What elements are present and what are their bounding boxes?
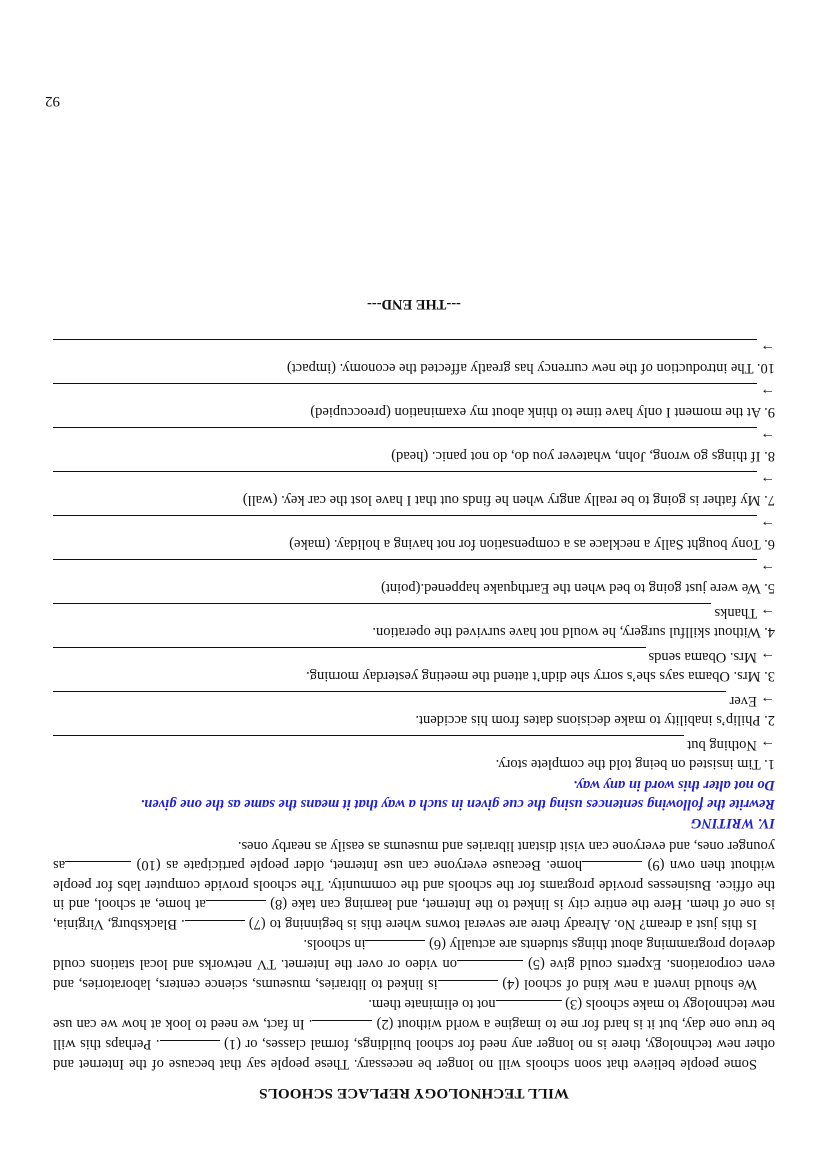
answer-line[interactable] [53, 383, 758, 398]
answer-cue: → [760, 473, 775, 489]
text-run: home. Because everyone can use Internet, older people participate as (10) [131, 857, 583, 873]
exercise-question: 5. We were just going to bed when the Earthquake happened.(point) [381, 580, 775, 596]
answer-cue: → Nothing but [687, 737, 775, 753]
text-run: as younger ones, and everyone can visit distant libraries and museums as easily as nearby ones. [53, 838, 775, 873]
answer-line[interactable] [53, 515, 758, 530]
answer-cue: → Mrs. Obama sends [648, 649, 775, 665]
text-run: Is this just a dream? No. Already there are several towns where this is beginning to (7) [244, 916, 757, 932]
section-heading: IV. WRITING [690, 815, 775, 831]
blank-8[interactable] [206, 900, 266, 914]
answer-line[interactable] [53, 603, 711, 618]
page-number: 92 [45, 93, 60, 109]
answer-cue: → Thanks [714, 605, 775, 621]
answer-line[interactable] [53, 471, 758, 486]
answer-cue: → [760, 341, 775, 357]
text-run: . Perhaps this will be true one day, but it is hard for me to imagine a world without (2) [53, 1016, 775, 1052]
answer-line[interactable] [53, 427, 758, 442]
blank-3[interactable] [496, 1000, 562, 1014]
text-run: . In fact, we need to look at how we can use new technology to make schools (3) [53, 996, 775, 1032]
answer-line[interactable] [53, 735, 684, 750]
answer-line[interactable] [53, 691, 727, 706]
blank-6[interactable] [365, 940, 425, 954]
instruction-line-2: Do not alter this word in any way. [573, 777, 775, 793]
exercise-answer[interactable] [53, 603, 775, 622]
text-run: is linked to libraries, museums, science centers, laboratories, and even corporations. Experts could give (5) [53, 956, 775, 992]
exercise-question: 3. Mrs. Obama says she’s sorry she didn’t attend the meeting yesterday morning. [306, 668, 775, 684]
blank-1[interactable] [160, 1040, 220, 1054]
blank-10[interactable] [65, 861, 131, 875]
exercise-list [53, 339, 775, 773]
exercise-answer[interactable] [53, 559, 775, 578]
passage-paragraph-1 [53, 994, 775, 1073]
exercise-question: 1. Tim insisted on being told the complete story. [495, 756, 775, 772]
answer-line[interactable] [53, 647, 646, 662]
exercise-answer[interactable] [53, 471, 775, 490]
blank-7[interactable] [185, 920, 245, 934]
exercise-answer[interactable] [53, 383, 775, 402]
passage-title: WILL TECHNOLOGY REPLACE SCHOOLS [258, 1085, 570, 1101]
text-run: We should invent a new kind of school (4) [497, 976, 757, 992]
exercise-question: 10. The introduction of the new currency has greatly affected the economy. (impact) [286, 360, 775, 376]
text-run: on video or over the Internet. TV networks and local stations could develop programming about things students are actually (6) [53, 936, 775, 972]
text-run: Some people believe that soon schools will no longer be necessary. These people say that because of the Internet and other new technology, there is no longer any need for school buildings, formal classes, or (1) [53, 1036, 775, 1072]
exercise-answer[interactable] [53, 427, 775, 446]
answer-cue: → Ever [729, 693, 775, 709]
text-run: . Blacksburg, Virginia, is one of them. Here the entire city is linked to the Internet, and learning can take (8) [53, 896, 775, 932]
passage-paragraph-2 [53, 934, 775, 994]
text-run: not to eliminate them. [368, 996, 496, 1012]
text-run: at home, at school, and in the office. Businesses provide programs for the schools and the community. The schools provide computer labs for people without then own (9) [53, 857, 775, 912]
answer-line[interactable] [53, 339, 758, 354]
exercise-question: 7. My father is going to be really angry when he finds out that I have lost the car key. (wall) [242, 492, 775, 508]
passage-paragraph-3 [53, 836, 775, 934]
answer-cue: → [760, 429, 775, 445]
blank-2[interactable] [312, 1020, 372, 1034]
exercise-answer[interactable] [53, 647, 775, 666]
exercise-answer[interactable] [53, 515, 775, 534]
blank-4[interactable] [438, 980, 498, 994]
blank-5[interactable] [457, 960, 523, 974]
exercise-answer[interactable] [53, 339, 775, 358]
blank-9[interactable] [582, 861, 642, 875]
text-run: in schools. [303, 936, 366, 952]
exercise-question: 8. If things go wrong, John, whatever you do, do not panic. (head) [391, 448, 775, 464]
answer-cue: → [760, 517, 775, 533]
the-end-marker: ---THE END--- [367, 296, 461, 312]
answer-cue: → [760, 561, 775, 577]
exercise-question: 2. Philip’s inability to make decisions dates from his accident. [415, 712, 775, 728]
exercise-question: 6. Tony bought Sally a necklace as a compensation for not having a holiday. (make) [289, 536, 775, 552]
page-content [53, 294, 775, 1102]
exercise-answer[interactable] [53, 691, 775, 710]
exercise-answer[interactable] [53, 735, 775, 754]
instruction-line-1: Rewrite the following sentences using the cue given in such a way that it means the same as the one given. [140, 796, 775, 812]
answer-line[interactable] [53, 559, 758, 574]
exercise-question: 4. Without skillful surgery, he would not have survived the operation. [372, 624, 775, 640]
answer-cue: → [760, 385, 775, 401]
exercise-question: 9. At the moment I only have time to think about my examination (preoccupied) [310, 404, 775, 420]
